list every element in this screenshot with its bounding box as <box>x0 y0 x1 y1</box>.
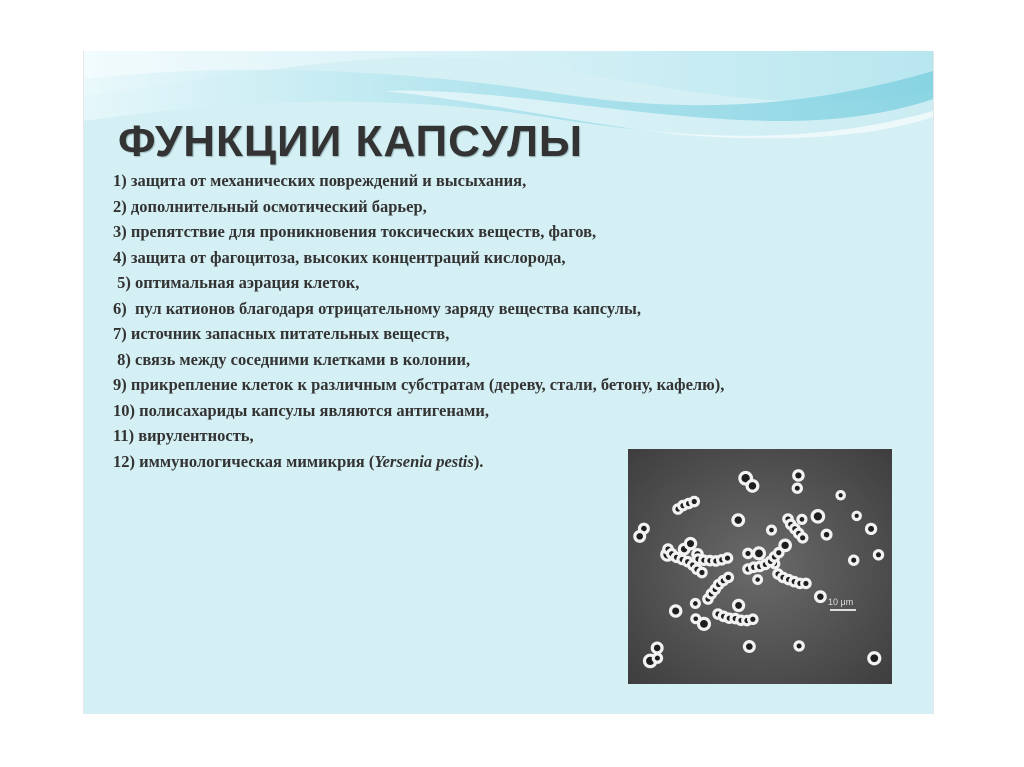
cell-body <box>795 486 800 491</box>
cell-body <box>687 540 694 547</box>
list-item: 3) препятствие для проникновения токсических веществ, фагов, <box>113 222 597 241</box>
scale-bar <box>830 609 856 611</box>
cell-body <box>750 617 755 622</box>
cell-body <box>636 533 643 540</box>
cell-body <box>735 516 742 523</box>
cell-body <box>699 570 704 575</box>
cell-body <box>776 550 781 555</box>
cell-body <box>824 532 830 538</box>
cell-body <box>749 482 756 489</box>
list-item: 10) полисахариды капсулы являются антигенами, <box>113 400 489 420</box>
list-item: 4) защита от фагоцитоза, высоких концентраций кислорода, <box>113 247 566 267</box>
cell-body <box>725 555 730 560</box>
cell-body <box>726 575 731 580</box>
list-item: 6) пул катионов благодаря отрицательному заряду вещества капсулы, <box>113 298 642 318</box>
cell-body <box>654 645 661 652</box>
slide-title: ФУНКЦИИ КАПСУЛЫ <box>118 117 584 166</box>
cell-body <box>769 528 774 533</box>
list-item: 11) вирулентность, <box>113 426 254 445</box>
micrograph-image <box>628 449 892 684</box>
function-list <box>113 168 724 474</box>
cell-body <box>814 512 822 520</box>
cell-body <box>800 535 805 540</box>
micrograph-cells <box>628 449 892 684</box>
species-name: Yersenia pestis <box>374 451 474 471</box>
cell-body <box>700 620 708 628</box>
cell-body <box>839 493 843 497</box>
list-item-prefix: 12) иммунологическая мимикрия ( <box>113 451 375 471</box>
list-item: 2) дополнительный осмотический барьер, <box>113 196 427 216</box>
cell-body <box>855 514 859 518</box>
cell-body <box>803 581 808 586</box>
list-item: 8) связь между соседними клетками в колонии, <box>113 349 471 369</box>
list-item: 9) прикрепление клеток к различным субстратам (дереву, стали, бетону, кафелю), <box>113 375 725 394</box>
cell-body <box>745 551 750 556</box>
slide <box>83 51 934 714</box>
cell-body <box>735 602 742 609</box>
cell-body <box>851 558 856 563</box>
cell-body <box>781 542 788 549</box>
cell-body <box>797 643 802 648</box>
cell-body <box>655 656 660 661</box>
cell-body <box>692 499 697 504</box>
cell-body <box>870 654 878 662</box>
cell-body <box>755 550 763 558</box>
cell-body <box>746 643 753 650</box>
cell-body <box>755 577 760 582</box>
cell-body <box>876 552 881 557</box>
cell-body <box>693 616 698 621</box>
list-item-suffix: ). <box>473 451 484 471</box>
list-item: 5) оптимальная аэрация клеток, <box>113 273 360 292</box>
cell-body <box>795 472 801 478</box>
cell-body <box>693 601 698 606</box>
scale-bar-label: 10 μm <box>828 597 854 607</box>
list-item: 7) источник запасных питательных веществ, <box>113 324 450 343</box>
cell-body <box>672 607 679 614</box>
cell-body <box>868 526 874 532</box>
list-item: 1) защита от механических повреждений и высыхания, <box>113 171 527 190</box>
cell-body <box>817 593 823 599</box>
cell-body <box>800 517 805 522</box>
